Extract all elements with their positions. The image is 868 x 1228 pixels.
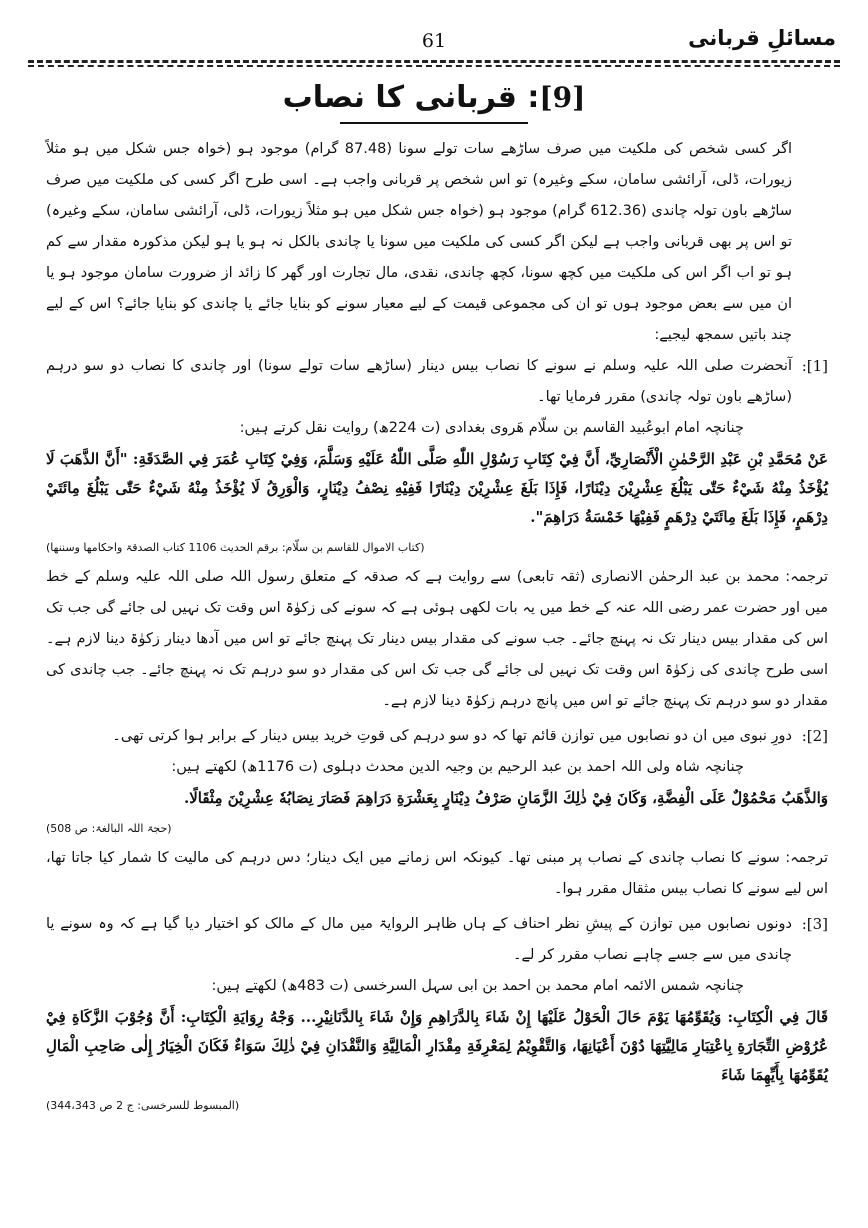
running-title: مسائلِ قربانی: [688, 26, 836, 50]
point-3: [46, 909, 828, 971]
header-divider-secondary: [28, 65, 840, 67]
point-2-translation: ترجمہ: سونے کا نصاب چاندی کے نصاب پر مبنی تھا۔ کیونکہ اس زمانے میں ایک دینار؛ دس درہم کی مالیت کا شمار کیا جاتا تھا، اس لیے سونے کا نصاب بیس مثقال مقرر ہوا۔: [46, 850, 828, 897]
page-body: [46, 134, 828, 1120]
point-2: [46, 721, 828, 752]
point-2-citation-intro: چنانچہ شاہ ولی اللہ احمد بن عبد الرحیم بن وجیہ الدین محدث دہلوی (ت 1176ھ) لکھتے ہیں:: [171, 759, 744, 775]
section-number: [9]: [539, 81, 586, 114]
point-1-citation-intro: چنانچہ امام ابوعُبید القاسم بن سلّام ھَروی بغدادی (ت 224ھ) روایت نقل کرتے ہیں:: [239, 420, 744, 436]
point-3-reference: (المبسوط للسرخسی: ج 2 ص 344،343): [46, 1099, 240, 1112]
point-2-text: دورِ نبوی میں ان دو نصابوں میں توازن قائم تھا کہ دو سو درہم کی قوتِ خرید بیس دینار کے برابر ہوا کرتی تھی۔: [112, 728, 792, 744]
page-number: 61: [421, 30, 447, 52]
point-2-marker: [2]:: [801, 727, 828, 745]
point-1-text: آنحضرت صلی اللہ علیہ وسلم نے سونے کا نصاب بیس دینار (ساڑھے سات تولے سونا) اور چاندی کا نصاب دو سو درہم (ساڑھے باون تولہ چاندی) مقرر فرمایا تھا۔: [46, 358, 792, 405]
point-1-marker: [1]:: [801, 357, 828, 375]
point-3-citation-intro: چنانچہ شمس الائمہ امام محمد بن احمد بن ابی سہل السرخسی (ت 483ھ) لکھتے ہیں:: [211, 978, 744, 994]
point-2-reference: (حجۃ اللہ البالغۃ: ص 508): [46, 822, 172, 835]
heading-underline: [340, 122, 528, 124]
running-header: [32, 22, 836, 62]
point-3-marker: [3]:: [801, 915, 828, 933]
intro-paragraph: اگر کسی شخص کی ملکیت میں صرف ساڑھے سات تولے سونا (87.48 گرام) موجود ہو (خواہ جس شکل میں ہو مثلاً زیورات، ڈلی، آرائشی سامان، سکے وغیرہ) تو اس شخص پر قربانی واجب ہے۔ اسی طرح اگر کسی کی ملکیت میں صرف ساڑھے باون تولہ چاندی (612.36 گرام) موجود ہو (خواہ جس شکل میں ہو مثلاً زیورات، ڈلی، آرائشی سامان، سکے وغیرہ) تو اس پر بھی قربانی واجب ہے لیکن اگر کسی کی ملکیت میں سونا یا چاندی بالکل نہ ہو یا ہو لیکن مذکورہ مقدار سے کم ہو تو اب اگر اس کی ملکیت میں کچھ سونا، کچھ چاندی، نقدی، مال تجارت اور گھر کا زائد از ضرورت سامان موجود ہو یا ان میں سے بعض موجود ہوں تو ان کی مجموعی قیمت کے لیے معیار سونے کو بنایا جائے یا چاندی کو بنایا جائے؟ اس کے لیے چند باتیں سمجھ لیجیے:: [46, 141, 793, 343]
point-1-reference: (کتاب الاموال للقاسم بن سلّام: برقم الحدیث 1106 کتاب الصدقۃ واحکامھا وسننھا): [46, 541, 425, 554]
section-heading: [0, 80, 868, 115]
section-title: : قربانی کا نصاب: [282, 80, 540, 115]
point-3-arabic-quote: قَالَ فِي الْكِتَابِ: وَيُقَوِّمُهَا يَوْمَ حَالَ الْحَوْلُ عَلَيْهَا إِنْ شَاءَ بِالدَّرَاهِمِ وَإِنْ شَاءَ بِالدَّنَانِيْرِ... وَجْهُ رِوَايَةِ الْكِتَابِ: أَنَّ وُجُوْبَ الزَّكَاةِ فِيْ عُرُوْضِ التِّجَارَةِ بِاعْتِبَارِ مَالِيَّتِهَا دُوْنَ أَعْيَانِهَا، وَالتَّقْوِيْمُ لِمَعْرِفَةِ مِقْدَارِ الْمَالِيَّةِ وَالنَّقْدَانِ فِيْ ذٰلِكَ سَوَاءٌ فَكَانَ الْخِيَارُ إِلٰى صَاحِبِ الْمَالِ يُقَوِّمُهَا بِأَيِّهِمَا شَاءَ: [46, 1008, 828, 1084]
point-3-text: دونوں نصابوں میں توازن کے پیشِ نظر احناف کے ہاں ظاہر الروایۃ میں مال کے مالک کو اختیار دیا گیا ہے کہ وہ سونے یا چاندی میں سے جسے چاہے نصاب مقرر کر لے۔: [46, 916, 792, 963]
point-1-arabic-quote: عَنْ مُحَمَّدِ بْنِ عَبْدِ الرَّحْمٰنِ الْأَنْصَارِيِّ، أَنَّ فِيْ كِتَابِ رَسُوْلِ اللّٰهِ صَلَّى اللّٰهُ عَلَيْهِ وَسَلَّمَ، وَفِيْ كِتَابِ عُمَرَ فِي الصَّدَقَةِ: "أَنَّ الذَّهَبَ لَا يُؤْخَذُ مِنْهُ شَيْءٌ حَتّٰى يَبْلُغَ عِشْرِيْنَ دِيْنَارًا، فَإِذَا بَلَغَ عِشْرِيْنَ دِيْنَارًا فَفِيْهِ نِصْفُ دِيْنَارٍ، وَالْوَرِقُ لَا يُؤْخَذُ مِنْهُ شَيْءٌ حَتّٰى يَبْلُغَ مِائَتَيْ دِرْهَمٍ، فَإِذَا بَلَغَ مِائَتَيْ دِرْهَمٍ فَفِيْهَا خَمْسَةُ دَرَاهِمَ".: [46, 450, 828, 526]
point-1: [46, 351, 828, 413]
point-1-translation: ترجمہ: محمد بن عبد الرحمٰن الانصاری (ثقہ تابعی) سے روایت ہے کہ صدقہ کے متعلق رسول اللہ صلی اللہ علیہ وسلم کے خط میں اور حضرت عمر رضی اللہ عنہ کے خط میں یہ بات لکھی ہوئی ہے کہ سونے کی زکوٰۃ اس وقت تک نہیں لی جائے گی جب تک اس کی مقدار بیس دینار تک نہ پہنچ جائے۔ جب سونے کی مقدار بیس دینار تک پہنچ جائے تو اس میں آدھا دینار زکوٰۃ دینا لازم ہے۔ اسی طرح چاندی کی زکوٰۃ اس وقت تک نہیں لی جائے گی جب تک اس کی مقدار دو سو درہم تک نہ پہنچ جائے۔ جب چاندی کی مقدار دو سو درہم تک پہنچ جائے تو اس میں پانچ درہم زکوٰۃ دینا لازم ہے۔: [46, 569, 828, 709]
point-2-arabic-quote: وَالذَّهَبُ مَحْمُوْلٌ عَلَى الْفِضَّةِ، وَكَانَ فِيْ ذٰلِكَ الزَّمَانِ صَرْفُ دِيْنَارٍ بِعَشْرَةِ دَرَاهِمَ فَصَارَ نِصَابُهٗ عِشْرِيْنَ مِثْقَالًا.: [184, 789, 828, 807]
header-divider: [28, 60, 840, 63]
